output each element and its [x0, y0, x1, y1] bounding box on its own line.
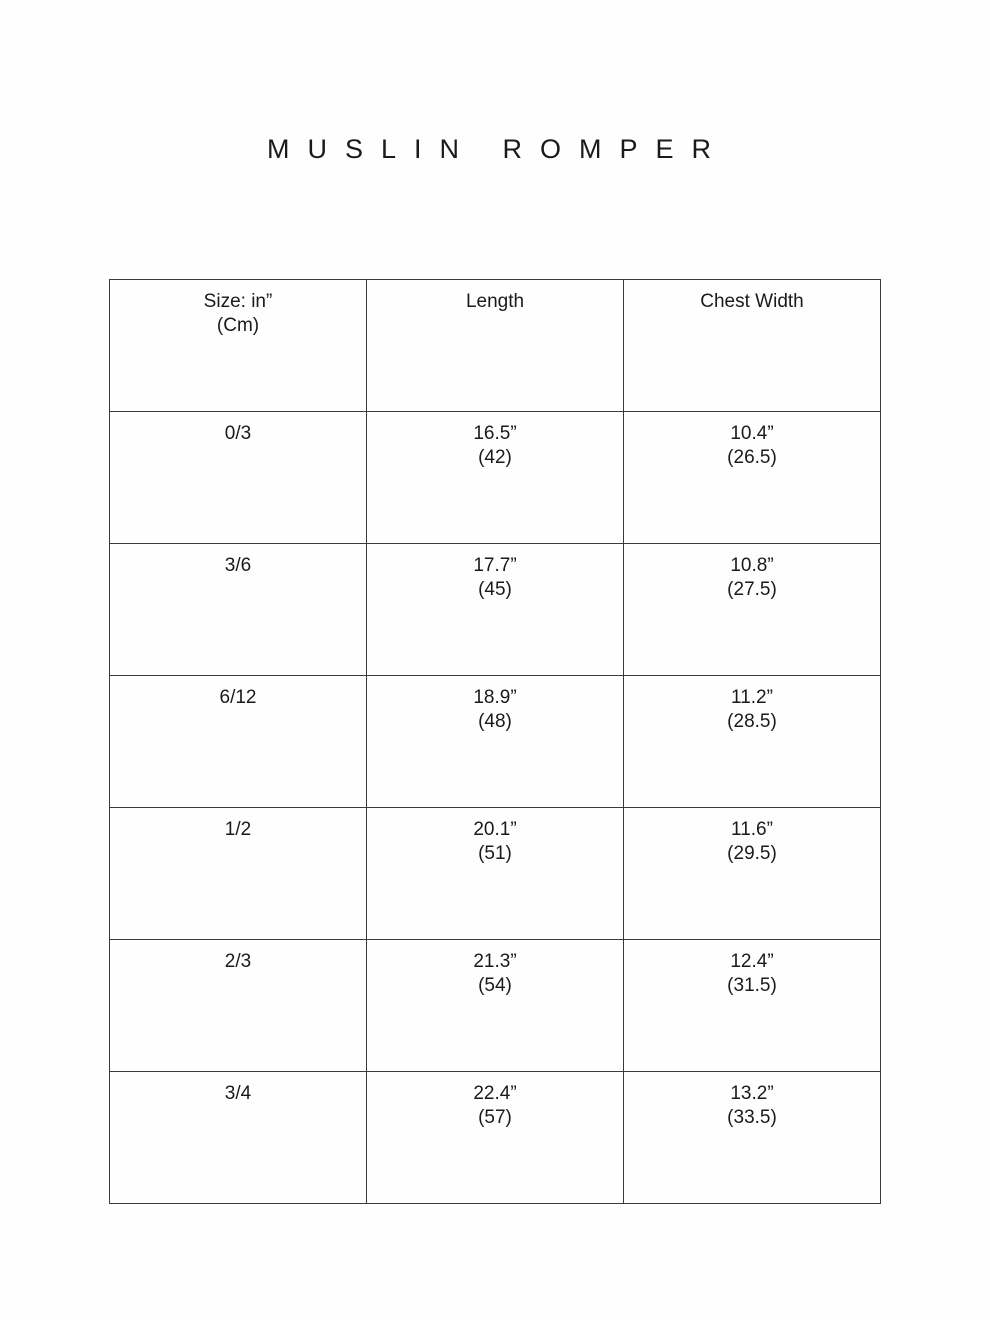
header-size — [110, 280, 367, 412]
length-cm: (54) — [478, 975, 512, 996]
length-cell — [367, 676, 624, 808]
table-row — [110, 808, 881, 940]
chest-inches: 13.2” — [730, 1083, 774, 1104]
chest-cm: (26.5) — [727, 447, 777, 468]
size-cell — [110, 1072, 367, 1204]
chest-cm: (33.5) — [727, 1107, 777, 1128]
chest-cell — [624, 1072, 881, 1204]
size-cell — [110, 412, 367, 544]
size-value: 3/4 — [224, 1083, 252, 1104]
chest-cm: (27.5) — [727, 579, 777, 600]
header-length-label: Length — [465, 291, 525, 312]
size-value: 0/3 — [224, 423, 252, 444]
length-cell — [367, 940, 624, 1072]
header-size-line1: Size: in” — [203, 291, 273, 312]
length-cell — [367, 1072, 624, 1204]
length-cm: (45) — [478, 579, 512, 600]
table-row — [110, 412, 881, 544]
table-row — [110, 676, 881, 808]
size-cell — [110, 676, 367, 808]
chest-cm: (28.5) — [727, 711, 777, 732]
size-value: 2/3 — [224, 951, 252, 972]
length-inches: 20.1” — [473, 819, 517, 840]
table-row — [110, 544, 881, 676]
chest-cm: (29.5) — [727, 843, 777, 864]
chest-inches: 10.8” — [730, 555, 774, 576]
chest-cell — [624, 676, 881, 808]
table-row — [110, 1072, 881, 1204]
header-length — [367, 280, 624, 412]
chest-cell — [624, 544, 881, 676]
header-chest-width-label: Chest Width — [700, 291, 804, 312]
chest-cell — [624, 412, 881, 544]
size-value: 1/2 — [224, 819, 252, 840]
length-inches: 17.7” — [473, 555, 517, 576]
size-value: 6/12 — [219, 687, 257, 708]
length-cm: (48) — [478, 711, 512, 732]
chest-cm: (31.5) — [727, 975, 777, 996]
page-title: MUSLIN ROMPER — [266, 134, 730, 164]
chest-inches: 11.2” — [731, 687, 773, 708]
chest-cell — [624, 808, 881, 940]
size-chart-table — [109, 279, 881, 1204]
table-header-row — [110, 280, 881, 412]
length-cm: (42) — [478, 447, 512, 468]
header-size-line2: (Cm) — [216, 315, 260, 336]
size-value: 3/6 — [224, 555, 252, 576]
chest-inches: 11.6” — [731, 819, 773, 840]
length-inches: 22.4” — [473, 1083, 517, 1104]
size-cell — [110, 544, 367, 676]
length-cell — [367, 544, 624, 676]
length-inches: 16.5” — [473, 423, 517, 444]
chest-inches: 10.4” — [730, 423, 774, 444]
size-cell — [110, 808, 367, 940]
length-inches: 18.9” — [473, 687, 517, 708]
chest-cell — [624, 940, 881, 1072]
length-cm: (57) — [478, 1107, 512, 1128]
size-cell — [110, 940, 367, 1072]
length-cm: (51) — [478, 843, 512, 864]
table-row — [110, 940, 881, 1072]
chest-inches: 12.4” — [730, 951, 774, 972]
length-cell — [367, 412, 624, 544]
length-cell — [367, 808, 624, 940]
length-inches: 21.3” — [473, 951, 517, 972]
header-chest-width — [624, 280, 881, 412]
